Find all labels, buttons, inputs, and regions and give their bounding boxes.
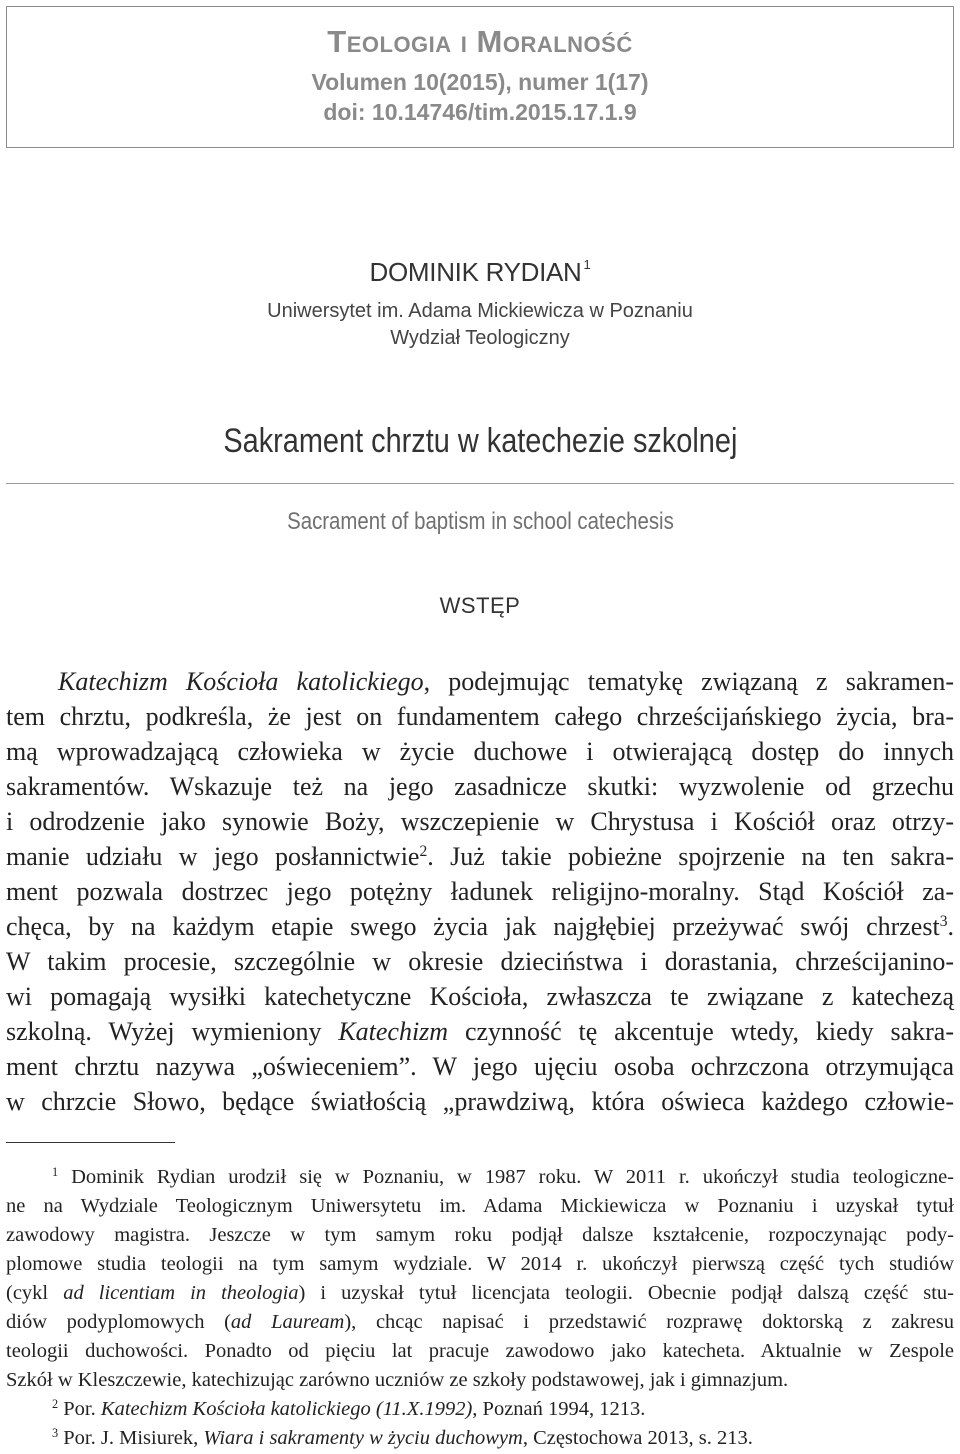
text-run: mą wprowadzającą człowieka w życie duchowe i otwierającą dostęp do innych xyxy=(6,737,954,766)
section-heading: WSTĘP xyxy=(439,593,521,618)
text-run: zawodowy magistra. Jeszcze w tym samym roku podjął dalsze kształcenie, rozpoczynając pody- xyxy=(6,1224,954,1246)
text-run: ne na Wydziale Teologicznym Uniwersytetu im. Adama Mickiewicza w Poznaniu i uzyskał tytuł xyxy=(6,1195,954,1217)
journal-header xyxy=(6,6,954,148)
text-run: szkolną. Wyżej wymieniony xyxy=(6,1017,339,1046)
text-line xyxy=(6,1049,954,1084)
footnote-reference: 2 xyxy=(419,842,428,860)
italic-text: ad licentiam in theologia xyxy=(63,1282,299,1304)
text-run: tem chrztu, podkreśla, że jest on fundamentem całego chrześcijańskiego życia, bra- xyxy=(6,702,954,731)
text-line xyxy=(6,1395,954,1424)
text-line xyxy=(6,944,954,979)
footnote-reference: 3 xyxy=(52,1425,59,1440)
text-line xyxy=(6,909,954,944)
text-line xyxy=(6,1084,954,1119)
text-run: diów podyplomowych ( xyxy=(6,1311,231,1333)
italic-text: Katechizm Kościoła katolickiego (11.X.1992) xyxy=(100,1398,473,1420)
text-run: Szkół w Kleszczewie, katechizując zarówno uczniów ze szkoły podstawowej, jak i gimnazjum. xyxy=(6,1369,789,1391)
text-run: ment chrztu nazywa „oświeceniem”. W jego ujęciu osoba ochrzczona otrzymująca xyxy=(6,1052,954,1081)
text-line xyxy=(6,699,954,734)
footnote-reference: 3 xyxy=(939,912,948,930)
text-line xyxy=(6,1337,954,1366)
journal-doi: doi: 10.14746/tim.2015.17.1.9 xyxy=(323,98,637,125)
text-line xyxy=(6,874,954,909)
author-name: DOMINIK RYDIAN xyxy=(369,257,582,287)
footnote-reference: 2 xyxy=(52,1396,59,1411)
text-line xyxy=(6,769,954,804)
italic-text: Katechizm xyxy=(338,1017,449,1046)
italic-text: Katechizm Kościoła katolickiego xyxy=(58,667,424,696)
italic-text: Wiara i sakramenty w życiu duchowym xyxy=(203,1427,523,1449)
footnote-3 xyxy=(6,1424,954,1453)
journal-volume: Volumen 10(2015), numer 1(17) xyxy=(311,68,649,95)
text-run: ment pozwala dostrzec jego potężny ładunek religijno-moralny. Stąd Kościół za- xyxy=(6,877,954,906)
text-line xyxy=(6,1424,954,1453)
footnote-reference: 1 xyxy=(52,1164,59,1179)
article-title: Sakrament chrztu w katechezie szkolnej xyxy=(222,422,738,460)
text-run: chęca, by na każdym etapie swego życia jak najgłębiej przeżywać swój chrzest xyxy=(6,912,940,941)
text-line xyxy=(6,1192,954,1221)
text-run: Por. J. Misiurek, xyxy=(58,1427,204,1449)
text-line xyxy=(6,1221,954,1250)
article-title-english-row xyxy=(0,507,960,537)
text-run: Por. xyxy=(58,1398,101,1420)
author-footnote-marker: 1 xyxy=(583,257,591,272)
text-run: , Częstochowa 2013, s. 213. xyxy=(522,1427,753,1449)
text-line xyxy=(6,1279,954,1308)
text-run: Dominik Rydian urodził się w Poznaniu, w 1987 roku. W 2011 r. ukończył studia teologiczne- xyxy=(58,1166,954,1188)
text-line xyxy=(6,1014,954,1049)
article-title-english: Sacrament of baptism in school catechesis xyxy=(286,508,674,535)
body-paragraph xyxy=(6,664,954,1119)
text-run: , Poznań 1994, 1213. xyxy=(472,1398,646,1420)
text-line xyxy=(6,804,954,839)
footnotes xyxy=(6,1163,954,1453)
text-run: teologii duchowości. Ponadto od pięciu lat pracuje zawodowo jako katecheta. Aktualnie w Zespole xyxy=(6,1340,954,1362)
footnote-2 xyxy=(6,1395,954,1424)
title-divider xyxy=(6,483,954,484)
author-affiliation: Uniwersytet im. Adama Mickiewicza w Poznaniu xyxy=(267,300,693,322)
text-line xyxy=(6,1366,954,1395)
text-run: ), chcąc napisać i przedstawić rozprawę doktorską z zakresu xyxy=(344,1311,954,1333)
text-run: , podejmując tematykę związaną z sakramen- xyxy=(423,667,954,696)
text-run: sakramentów. Wskazuje też na jego zasadnicze skutki: wyzwolenie od grzechu xyxy=(6,772,954,801)
author-department: Wydział Teologiczny xyxy=(390,327,570,349)
text-run: i odrodzenie jako synowie Boży, wszczepienie w Chrystusa i Kościół oraz otrzy- xyxy=(6,807,954,836)
text-run: plomowe studia teologii na tym samym wydziale. W 2014 r. ukończył pierwszą część tych studiów xyxy=(6,1253,954,1275)
text-run: . xyxy=(947,912,954,941)
text-line xyxy=(6,734,954,769)
text-run: wi pomagają wysiłki katechetyczne Kościoła, zwłaszcza te związane z katechezą xyxy=(6,982,954,1011)
text-run: ) i uzyskał tytuł licencjata teologii. Obecnie podjął dalszą część stu- xyxy=(298,1282,954,1304)
text-run: (cykl xyxy=(6,1282,64,1304)
text-line xyxy=(6,1308,954,1337)
article-title-row xyxy=(0,420,960,462)
text-line xyxy=(6,839,954,874)
text-line xyxy=(6,1163,954,1192)
footnote-separator xyxy=(6,1142,175,1143)
text-run: w chrzcie Słowo, będące światłością „prawdziwą, która oświeca każdego człowie- xyxy=(6,1087,954,1116)
text-line xyxy=(6,979,954,1014)
text-run: manie udziału w jego posłannictwie xyxy=(6,842,420,871)
text-run: W takim procesie, szczególnie w okresie dzieciństwa i dorastania, chrześcijanino- xyxy=(6,947,954,976)
text-run: czynność tę akcentuje wtedy, kiedy sakra- xyxy=(448,1017,954,1046)
footnote-1 xyxy=(6,1163,954,1395)
journal-name: Teologia i Moralność xyxy=(327,23,633,59)
text-line xyxy=(6,1250,954,1279)
author-line xyxy=(0,254,960,290)
text-line xyxy=(6,664,954,699)
italic-text: ad Lauream xyxy=(230,1311,345,1333)
text-run: . Już takie pobieżne spojrzenie na ten sakra- xyxy=(427,842,954,871)
